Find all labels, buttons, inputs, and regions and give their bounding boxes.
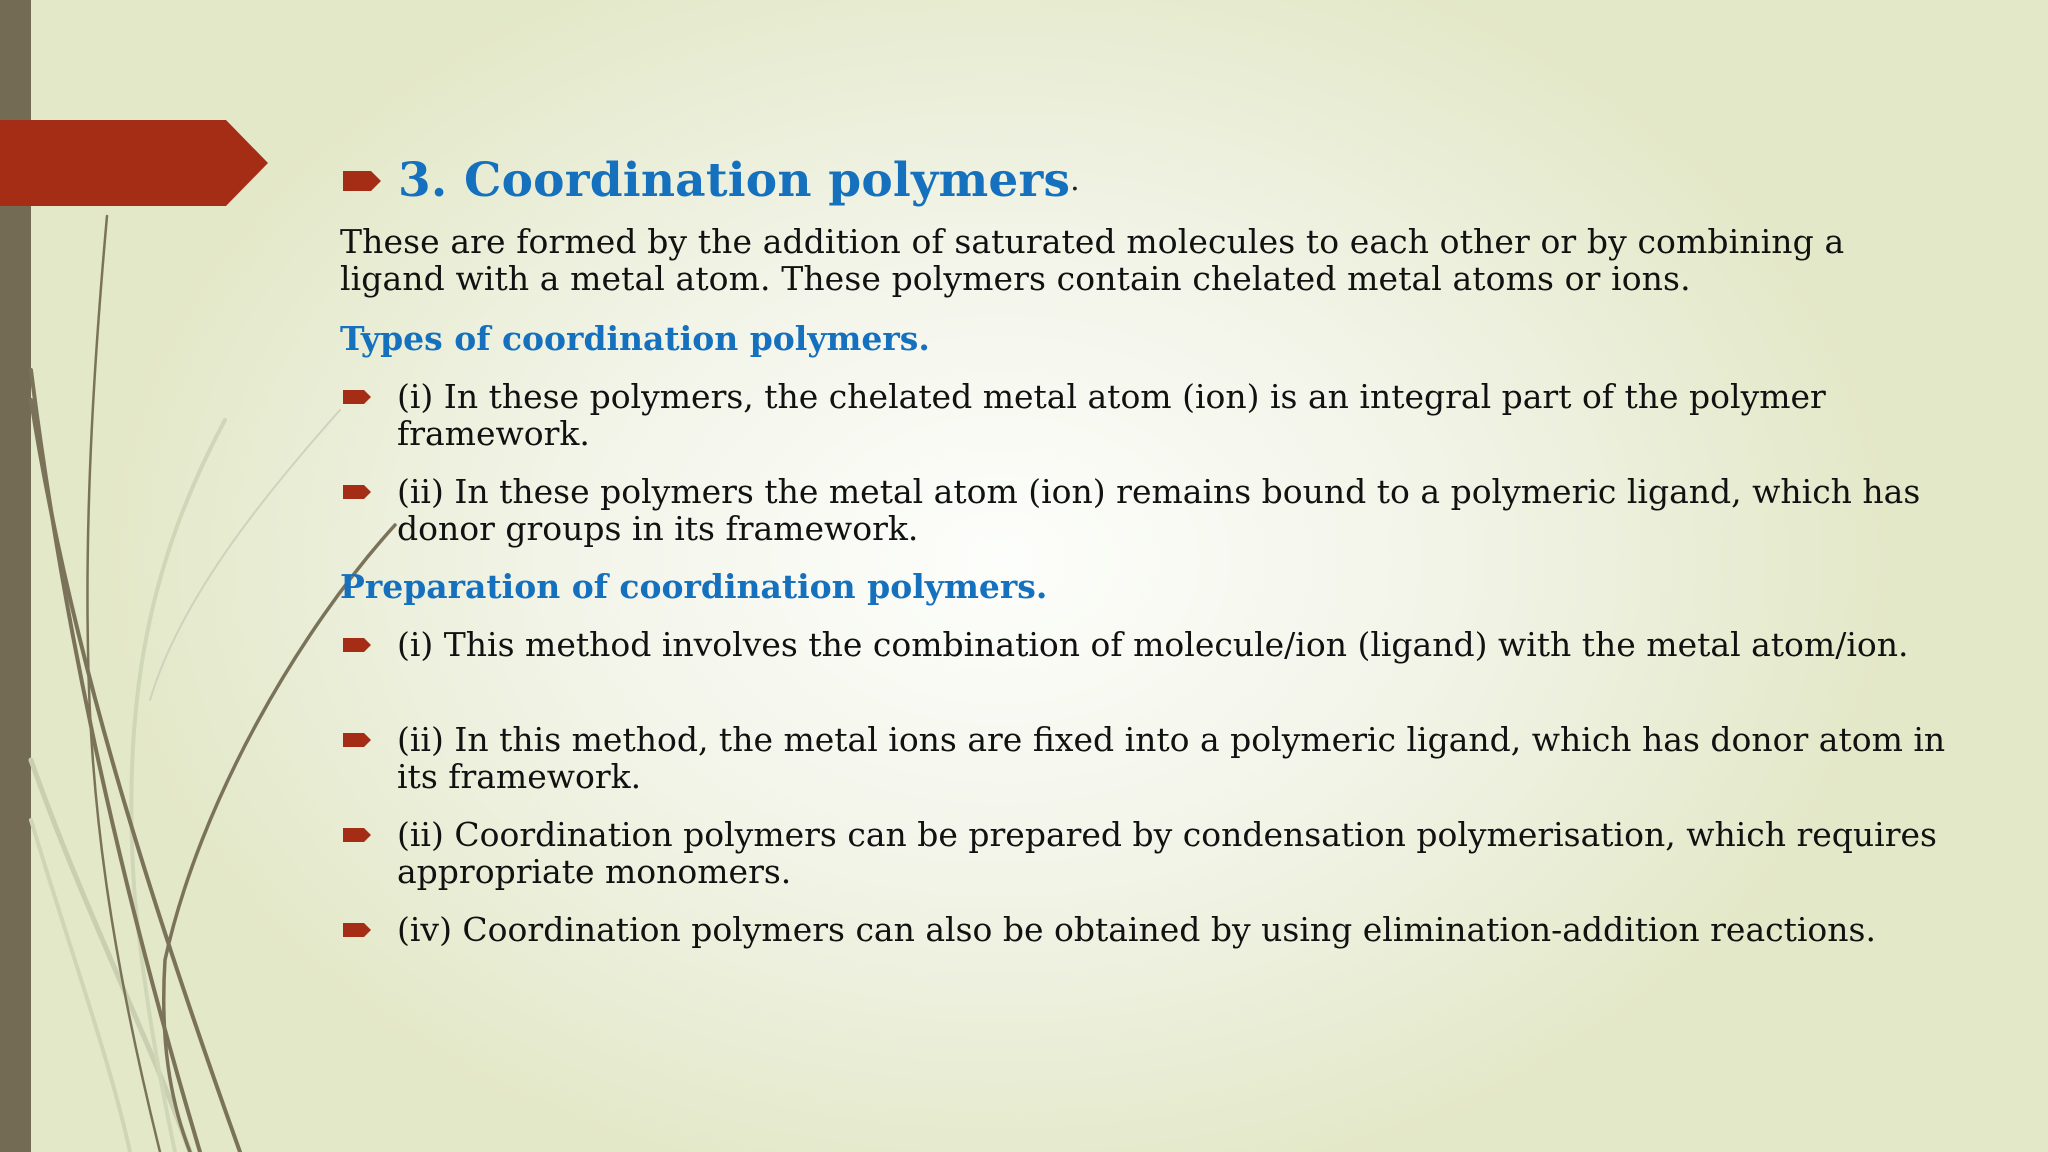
title-row xyxy=(343,150,1080,210)
list-item-text: (ii) Coordination polymers can be prepared by condensation polymerisation, which requires appropriate monomers. xyxy=(397,815,1937,891)
arrow-tag-bullet-icon xyxy=(343,733,371,747)
section-heading-types: Types of coordination polymers. xyxy=(340,319,930,358)
intro-paragraph: These are formed by the addition of saturated molecules to each other or by combining a ligand with a metal atom. These polymers contain chelated metal atoms or ions. xyxy=(340,222,1845,298)
list-item-text: (iv) Coordination polymers can also be obtained by using elimination-addition reactions. xyxy=(397,910,1876,949)
list-item-text: (i) This method involves the combination of molecule/ion (ligand) with the metal atom/ion. xyxy=(397,625,1909,664)
arrow-tag-bullet-icon xyxy=(343,923,371,937)
slide-title: 3. Coordination polymers xyxy=(398,152,1071,208)
arrow-tag-bullet-icon xyxy=(343,828,371,842)
arrow-tag-bullet-icon xyxy=(343,171,381,191)
title-period: . xyxy=(1070,162,1080,198)
arrow-tag-bullet-icon xyxy=(343,638,371,652)
list-item-text: (ii) In this method, the metal ions are fixed into a polymeric ligand, which has donor atom in its framework. xyxy=(397,720,1946,796)
arrow-tag-bullet-icon xyxy=(343,390,371,404)
section-heading-preparation: Preparation of coordination polymers. xyxy=(340,567,1048,606)
list-item-text: (ii) In these polymers the metal atom (ion) remains bound to a polymeric ligand, which has donor groups in its framework. xyxy=(397,472,1921,548)
list-item-text: (i) In these polymers, the chelated metal atom (ion) is an integral part of the polymer framework. xyxy=(397,377,1826,453)
red-arrow-banner xyxy=(0,120,268,206)
arrow-tag-bullet-icon xyxy=(343,485,371,499)
